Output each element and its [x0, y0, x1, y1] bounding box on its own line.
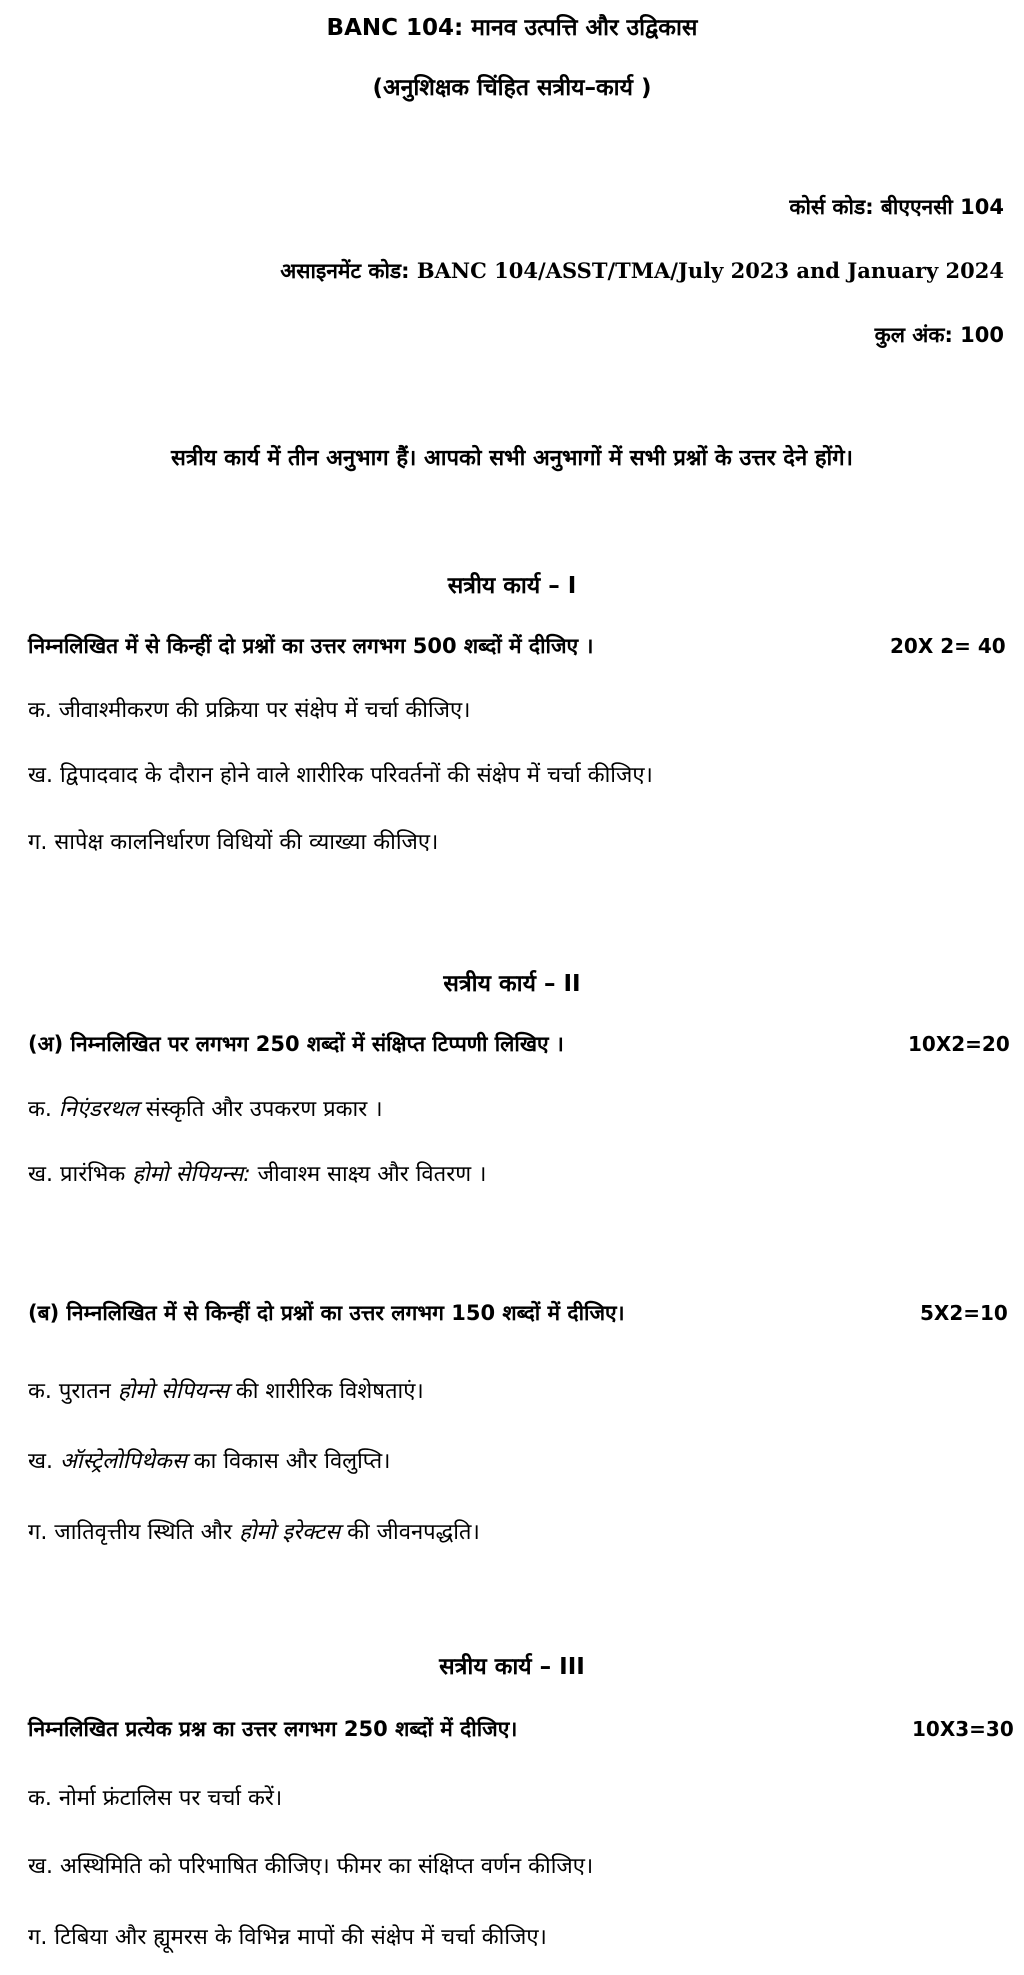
section-2b-question-1 [28, 1375, 424, 1405]
question-prefix: क. [28, 1097, 59, 1122]
document-title: BANC 104: मानव उत्पत्ति और उद्विकास [326, 15, 698, 41]
question-prefix: ख. [28, 1449, 60, 1474]
section-3-marks: 10X3=30 [912, 1717, 1014, 1741]
section-1-question-1: क. जीवाश्मीकरण की प्रक्रिया पर संक्षेप में चर्चा कीजिए। [28, 698, 471, 723]
question-prefix: क. पुरातन [28, 1379, 118, 1404]
question-prefix: ग. जातिवृत्तीय स्थिति और [28, 1520, 240, 1545]
question-italic-term: होमो इरेक्टस [239, 1520, 341, 1545]
question-rest: जीवाश्म साक्ष्य और वितरण । [250, 1162, 487, 1187]
assignment-code-value: BANC 104/ASST/TMA/July 2023 and January 2024 [416, 258, 1004, 283]
section-2b-question-2 [28, 1445, 390, 1475]
section-2b-marks: 5X2=10 [920, 1301, 1008, 1325]
question-rest: की जीवनपद्धति। [340, 1520, 480, 1545]
question-italic-term: होमो सेपियन्स: [132, 1162, 251, 1187]
assignment-code-label: असाइनमेंट कोड: [280, 259, 410, 283]
section-1-question-2: ख. द्विपादवाद के दौरान होने वाले शारीरिक परिवर्तनों की संक्षेप में चर्चा कीजिए। [28, 763, 653, 788]
document-subtitle: (अनुशिक्षक चिंहित सत्रीय–कार्य ) [372, 75, 652, 101]
question-italic-term: होमो सेपियन्स [117, 1379, 229, 1404]
question-rest: की शारीरिक विशेषताएं। [228, 1379, 424, 1404]
section-3-question-2: ख. अस्थिमिति को परिभाषित कीजिए। फीमर का संक्षिप्त वर्णन कीजिए। [28, 1854, 594, 1879]
total-marks: कुल अंक: 100 [874, 323, 1004, 347]
course-code: कोर्स कोड: बीएएनसी 104 [789, 195, 1004, 219]
section-1-instruction: निम्नलिखित में से किन्हीं दो प्रश्नों का उत्तर लगभग 500 शब्दों में दीजिए । [28, 634, 594, 658]
section-1-marks: 20X 2= 40 [890, 634, 1006, 658]
section-2-title: सत्रीय कार्य – II [443, 971, 581, 997]
section-1-question-3: ग. सापेक्ष कालनिर्धारण विधियों की व्याख्या कीजिए। [28, 830, 439, 855]
section-2b-instruction: (ब) निम्नलिखित में से किन्हीं दो प्रश्नों का उत्तर लगभग 150 शब्दों में दीजिए। [28, 1301, 625, 1325]
section-2a-marks: 10X2=20 [908, 1032, 1010, 1056]
section-3-instruction: निम्नलिखित प्रत्येक प्रश्न का उत्तर लगभग 250 शब्दों में दीजिए। [28, 1717, 518, 1741]
section-3-question-1: क. नोर्मा फ्रंटालिस पर चर्चा करें। [28, 1786, 283, 1811]
question-rest: संस्कृति और उपकरण प्रकार । [138, 1097, 383, 1122]
question-rest: का विकास और विलुप्ति। [186, 1449, 391, 1474]
section-2a-question-2 [28, 1158, 486, 1188]
section-1-title: सत्रीय कार्य – I [447, 573, 577, 599]
assignment-code [280, 257, 1004, 285]
section-3-title: सत्रीय कार्य – III [439, 1654, 585, 1680]
question-prefix: ख. प्रारंभिक [28, 1162, 133, 1187]
section-2a-instruction: (अ) निम्नलिखित पर लगभग 250 शब्दों में संक्षिप्त टिप्पणी लिखिए । [28, 1032, 564, 1056]
section-3-question-3: ग. टिबिया और ह्यूमरस के विभिन्न मापों की संक्षेप में चर्चा कीजिए। [28, 1925, 547, 1950]
section-2b-question-3 [28, 1516, 480, 1546]
section-2a-question-1 [28, 1093, 383, 1123]
question-italic-term: निएंडरथल [58, 1097, 139, 1122]
assignment-note: सत्रीय कार्य में तीन अनुभाग हैं। आपको सभी अनुभागों में सभी प्रश्नों के उत्तर देने होंगे। [171, 446, 853, 471]
question-italic-term: ऑस्ट्रेलोपिथेकस [59, 1449, 187, 1474]
